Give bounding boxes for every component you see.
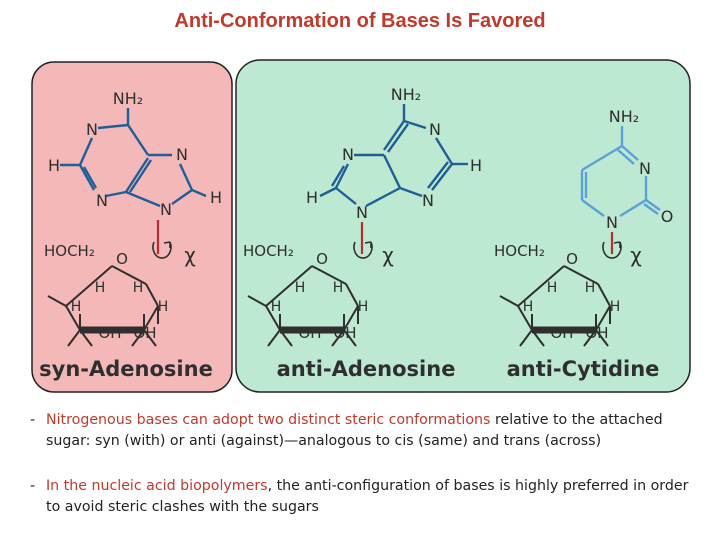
oh-label: OH xyxy=(585,324,609,342)
anti-cytidine-label: anti-Cytidine xyxy=(506,357,660,381)
h2-label: H xyxy=(469,156,483,175)
ring-o-label: O xyxy=(316,250,328,268)
hoch2-label: HOCH₂ xyxy=(243,242,294,260)
h-label: H xyxy=(357,299,369,315)
anti-adenosine-label: anti-Adenosine xyxy=(276,357,456,381)
h-label: H xyxy=(270,299,282,315)
bullet-list xyxy=(30,410,690,542)
o2-label: O xyxy=(660,207,674,226)
h-label: H xyxy=(157,299,169,315)
chi-label: χ xyxy=(382,243,394,267)
syn-panel xyxy=(32,62,232,392)
h-label: H xyxy=(294,280,306,296)
n1-label: N xyxy=(606,213,618,232)
bullet-text: , the anti-configuration of bases is highly preferred in order to avoid steric clashes with the sugars xyxy=(46,478,689,515)
h-label: H xyxy=(522,299,534,315)
bullet-item xyxy=(30,410,690,452)
n7-label: N xyxy=(176,145,188,164)
n9-label: N xyxy=(160,200,172,219)
h-label: H xyxy=(332,280,344,296)
oh-label: OH xyxy=(298,324,322,342)
n9-label: N xyxy=(356,203,368,222)
hoch2-label: HOCH₂ xyxy=(44,242,95,260)
ring-o-label: O xyxy=(116,250,128,268)
amino-label: NH₂ xyxy=(608,107,640,126)
chi-label: χ xyxy=(630,243,642,267)
n1-label: N xyxy=(429,120,441,139)
n1-label: N xyxy=(86,120,98,139)
h-label: H xyxy=(94,280,106,296)
oh-label: OH xyxy=(550,324,574,342)
h-label: H xyxy=(546,280,558,296)
amino-label: NH₂ xyxy=(112,89,144,108)
syn-adenosine-label: syn-Adenosine xyxy=(39,357,213,381)
oh-label: OH xyxy=(133,324,157,342)
h-label: H xyxy=(70,299,82,315)
bullet-item xyxy=(30,476,690,518)
chi-label: χ xyxy=(184,243,196,267)
h-label: H xyxy=(609,299,621,315)
ring-o-label: O xyxy=(566,250,578,268)
h8-label: H xyxy=(305,188,319,207)
oh-label: OH xyxy=(98,324,122,342)
hoch2-label: HOCH₂ xyxy=(494,242,545,260)
h8-label: H xyxy=(209,188,223,207)
bullet-highlight: In the nucleic acid biopolymers xyxy=(46,478,268,494)
n7-label: N xyxy=(342,145,354,164)
bullet-highlight: Nitrogenous bases can adopt two distinct steric conformations xyxy=(46,412,491,428)
amino-label: NH₂ xyxy=(390,85,422,104)
oh-label: OH xyxy=(333,324,357,342)
h2-label: H xyxy=(47,156,61,175)
h-label: H xyxy=(584,280,596,296)
bullet-text: relative to the attached sugar: syn (with) or anti (against)—analogous to cis (same) and trans (across) xyxy=(46,412,663,449)
n3-label: N xyxy=(96,191,108,210)
n3-label: N xyxy=(639,159,651,178)
page-title: Anti-Conformation of Bases Is Favored xyxy=(174,10,546,32)
bullet-dash: - xyxy=(30,412,36,428)
h-label: H xyxy=(132,280,144,296)
n3-label: N xyxy=(422,191,434,210)
bullet-dash: - xyxy=(30,478,36,494)
